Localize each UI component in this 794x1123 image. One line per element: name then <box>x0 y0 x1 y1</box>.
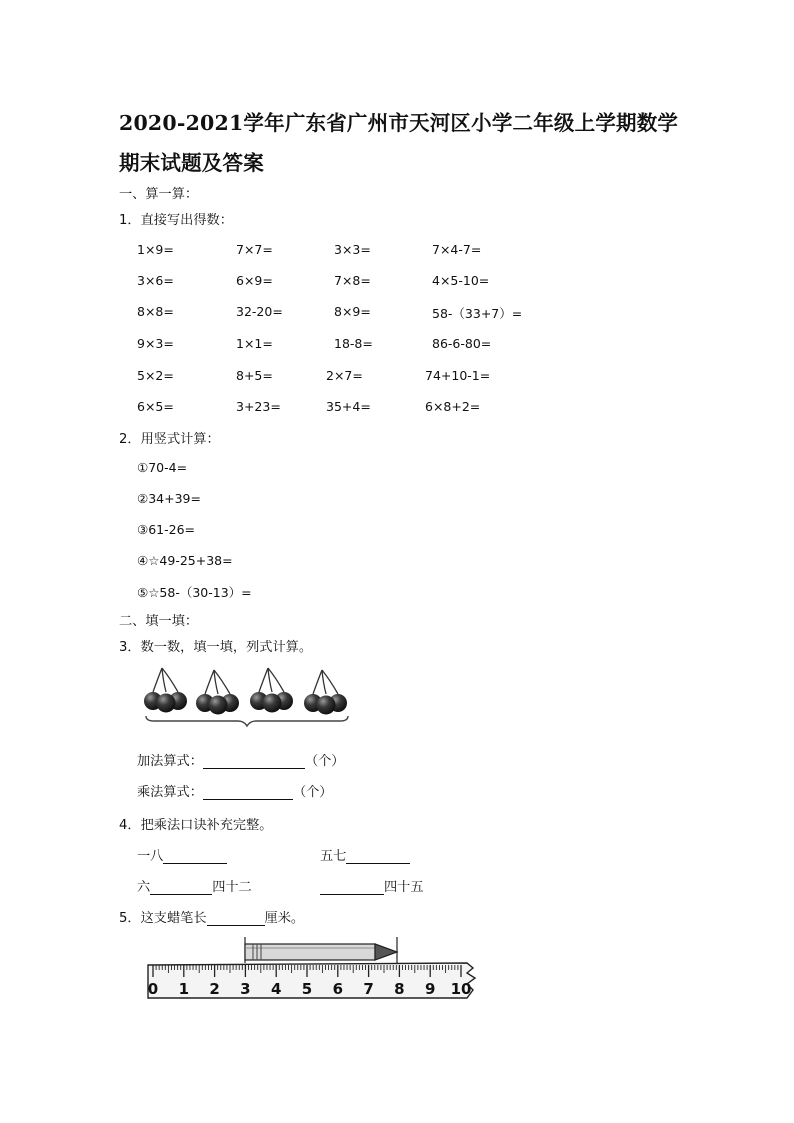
ruler-tick-label: 2 <box>209 980 220 998</box>
title-line-1: 2020-2021学年广东省广州市天河区小学二年级上学期数学 <box>119 111 679 135</box>
q1-expr: 74+10-1= <box>425 368 491 383</box>
q3-addition-label: 加法算式： <box>137 754 203 769</box>
cherries-illustration <box>140 664 355 728</box>
q3-addition-row <box>137 750 345 769</box>
q5-suffix: 厘米。 <box>264 911 305 926</box>
q4-item-d-blank[interactable] <box>320 880 384 895</box>
q1-expr: 18-8= <box>334 336 373 351</box>
q2-item: ④☆49-25+38= <box>137 553 233 568</box>
question-4: 4．把乘法口诀补充完整。 <box>119 818 273 833</box>
q3-multiplication-row <box>137 781 333 800</box>
cherry-cluster-3 <box>250 668 293 713</box>
q2-item: ⑤☆58-（30-13）= <box>137 585 252 600</box>
section-1-heading: 一、算一算： <box>119 187 199 202</box>
q1-expr: 1×9= <box>137 242 174 257</box>
q4-item-c-suffix: 四十二 <box>212 880 252 895</box>
ruler-tick-label: 5 <box>301 980 313 998</box>
q1-expr: 86-6-80= <box>432 336 492 351</box>
q1-expr: 6×8+2= <box>425 399 481 414</box>
q1-expr: 3×3= <box>334 242 371 257</box>
q1-expr: 8×9= <box>334 304 371 319</box>
q1-expr: 7×7= <box>236 242 273 257</box>
question-2: 2．用竖式计算： <box>119 432 220 447</box>
q1-expr: 2×7= <box>326 368 363 383</box>
q3-addition-blank[interactable] <box>203 754 305 769</box>
q1-expr: 9×3= <box>137 336 174 351</box>
q5-blank[interactable] <box>207 911 265 926</box>
ruler-tick-label: 8 <box>394 980 405 998</box>
ruler-tick-label: 7 <box>363 980 374 998</box>
q4-item-b <box>320 845 410 864</box>
crayon <box>245 937 397 963</box>
q1-expr: 7×4-7= <box>432 242 482 257</box>
q4-item-c-blank[interactable] <box>150 880 212 895</box>
q1-expr: 6×9= <box>236 273 273 288</box>
q4-item-a <box>137 845 227 864</box>
question-5 <box>119 907 304 926</box>
q4-item-b-blank[interactable] <box>346 849 410 864</box>
q1-expr: 4×5-10= <box>432 273 490 288</box>
q1-expr: 7×8= <box>334 273 371 288</box>
q4-item-c-prefix: 六 <box>137 880 151 895</box>
q1-expr: 6×5= <box>137 399 174 414</box>
q4-item-c <box>137 876 252 895</box>
q1-expr: 58-（33+7）= <box>432 306 523 321</box>
crayon-ruler-illustration <box>145 932 480 1000</box>
cherry-cluster-4 <box>304 670 347 715</box>
q3-multiplication-label: 乘法算式： <box>137 785 203 800</box>
q3-addition-unit: （个） <box>304 754 345 769</box>
brace <box>146 716 348 726</box>
section-2-heading: 二、填一填： <box>119 614 199 629</box>
q4-item-b-text: 五七 <box>320 849 347 864</box>
cherry-cluster-1 <box>144 668 187 713</box>
q1-expr: 35+4= <box>326 399 371 414</box>
q1-expr: 8×8= <box>137 304 174 319</box>
q1-expr: 8+5= <box>236 368 273 383</box>
question-1: 1．直接写出得数： <box>119 213 233 228</box>
q5-prefix: 5．这支蜡笔长 <box>119 911 207 926</box>
ruler-tick-label: 9 <box>424 980 436 998</box>
q2-item: ①70-4= <box>137 460 188 475</box>
ruler-tick-label: 4 <box>270 980 282 998</box>
q1-expr: 3+23= <box>236 399 281 414</box>
ruler-tick-label: 3 <box>240 980 251 998</box>
ruler <box>148 963 475 998</box>
cherry-cluster-2 <box>196 670 239 715</box>
ruler-tick-label: 1 <box>178 980 190 998</box>
q1-expr: 1×1= <box>236 336 273 351</box>
ruler-tick-label: 10 <box>450 980 472 998</box>
question-3: 3．数一数，填一填，列式计算。 <box>119 640 313 655</box>
q1-expr: 3×6= <box>137 273 174 288</box>
q2-item: ②34+39= <box>137 491 201 506</box>
q3-multiplication-blank[interactable] <box>203 785 293 800</box>
q4-item-a-blank[interactable] <box>163 849 227 864</box>
q1-expr: 5×2= <box>137 368 174 383</box>
q4-item-a-text: 一八 <box>137 849 164 864</box>
q1-expr: 32-20= <box>236 304 283 319</box>
q4-item-d-suffix: 四十五 <box>384 880 424 895</box>
q3-multiplication-unit: （个） <box>292 785 333 800</box>
ruler-tick-label: 6 <box>332 980 344 998</box>
title-line-2: 期末试题及答案 <box>119 151 264 175</box>
q4-item-d <box>320 876 424 895</box>
q2-item: ③61-26= <box>137 522 196 537</box>
ruler-tick-label: 0 <box>147 980 159 998</box>
